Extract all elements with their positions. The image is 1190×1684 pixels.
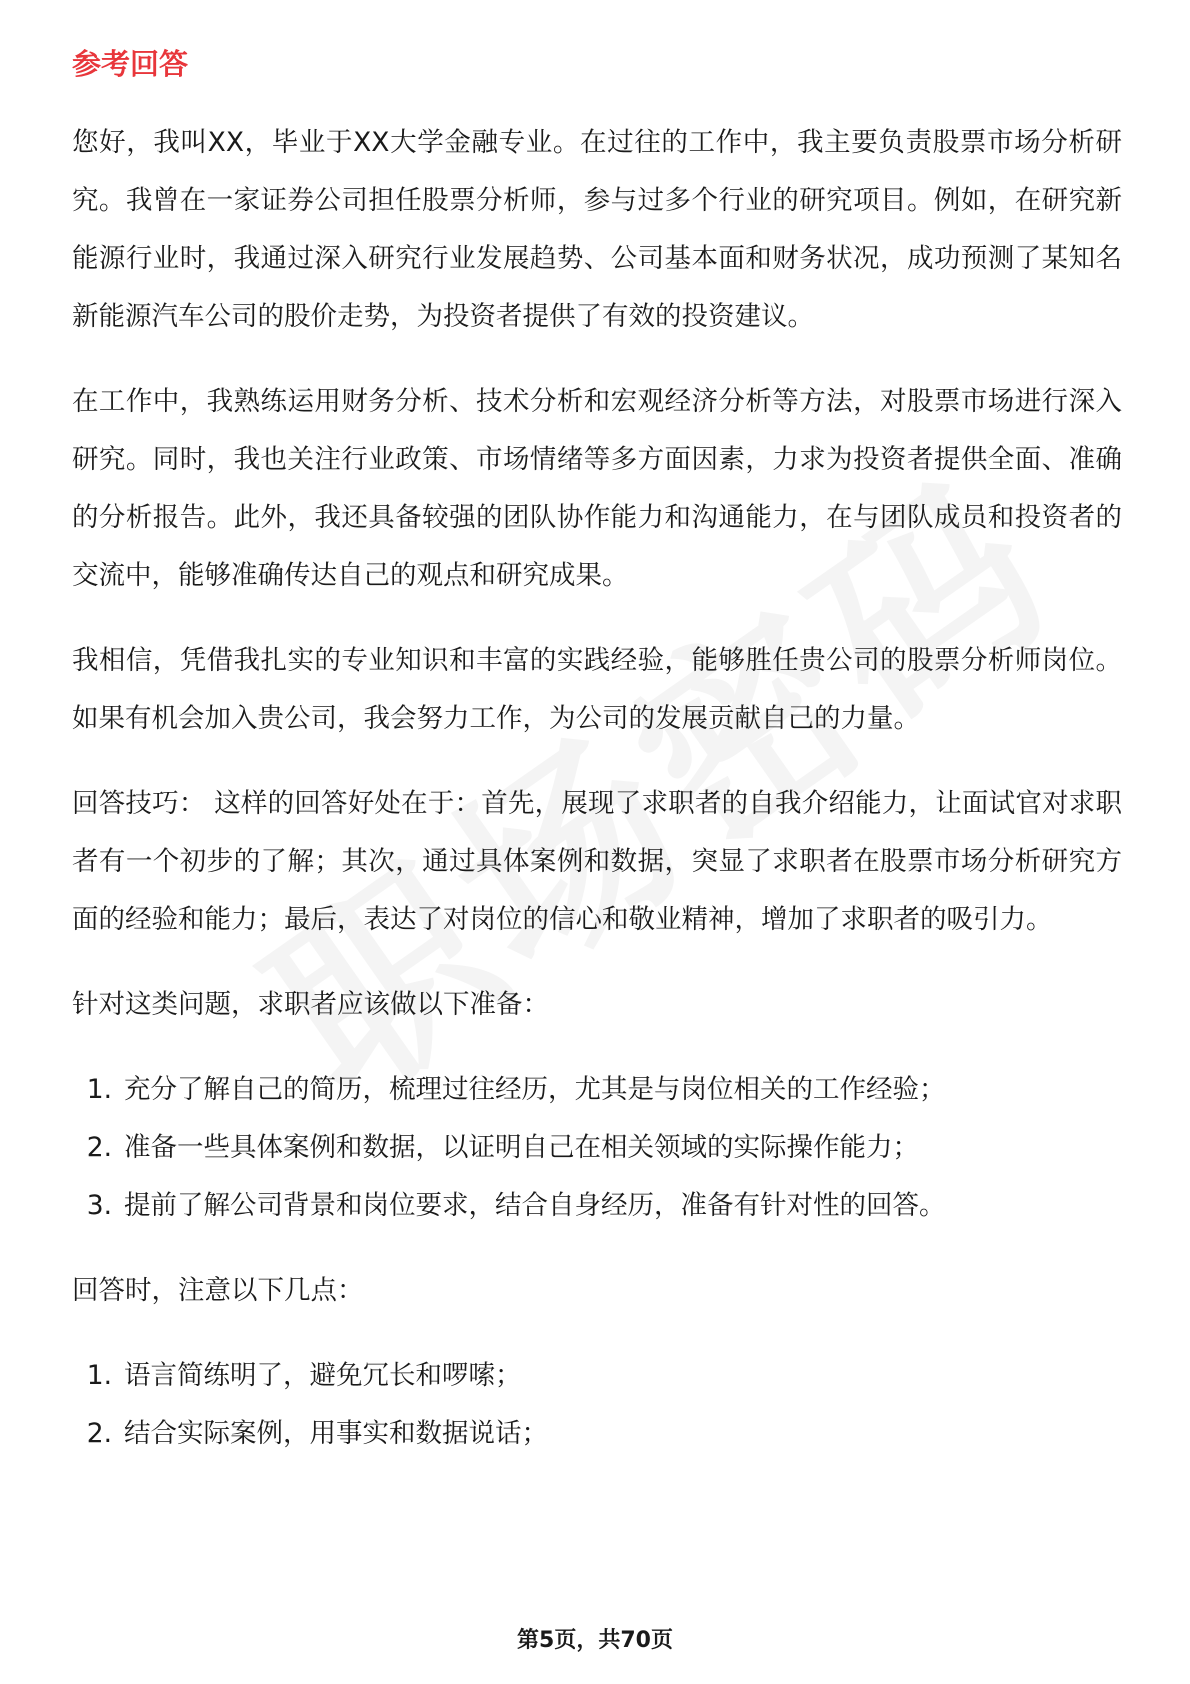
page-number-footer: 第5页，共70页 <box>517 1628 673 1653</box>
document-page <box>72 44 1122 1490</box>
answer-paragraph-1: 您好，我叫XX，毕业于XX大学金融专业。在过往的工作中，我主要负责股票市场分析研究。我曾在一家证券公司担任股票分析师，参与过多个行业的研究项目。例如，在研究新能源行业时，我通过深入研究行业发展趋势、公司基本面和财务状况，成功预测了某知名新能源汽车公司的股价走势，为投资者提供了有效的投资建议。 <box>72 127 1122 332</box>
section-heading: 参考回答 <box>72 47 189 81</box>
answer-paragraph-3: 我相信，凭借我扎实的专业知识和丰富的实践经验，能够胜任贵公司的股票分析师岗位。如果有机会加入贵公司，我会努力工作，为公司的发展贡献自己的力量。 <box>72 645 1122 734</box>
preparation-intro: 针对这类问题，求职者应该做以下准备： <box>72 989 549 1020</box>
list-text: 提前了解公司背景和岗位要求，结合自身经历，准备有针对性的回答。 <box>124 1190 946 1221</box>
list-item <box>72 1347 1122 1405</box>
list-item <box>72 1405 1122 1463</box>
list-text: 结合实际案例，用事实和数据说话； <box>124 1418 548 1449</box>
tips-paragraph: 回答技巧： 这样的回答好处在于：首先，展现了求职者的自我介绍能力，让面试官对求职者有一个初步的了解；其次，通过具体案例和数据，突显了求职者在股票市场分析研究方面的经验和能力；最后，表达了对岗位的信心和敬业精神，增加了求职者的吸引力。 <box>72 788 1122 935</box>
list-number: 2. <box>86 1418 112 1449</box>
notes-intro: 回答时，注意以下几点： <box>72 1275 364 1306</box>
list-number: 1. <box>86 1074 112 1105</box>
list-text: 语言简练明了，避免冗长和啰嗦； <box>124 1360 522 1391</box>
list-item <box>72 1119 1122 1177</box>
list-item <box>72 1061 1122 1119</box>
list-number: 3. <box>86 1190 112 1221</box>
list-text: 准备一些具体案例和数据，以证明自己在相关领域的实际操作能力； <box>124 1132 919 1163</box>
list-number: 2. <box>86 1132 112 1163</box>
preparation-list <box>72 1061 1122 1235</box>
list-item <box>72 1177 1122 1235</box>
list-text: 充分了解自己的简历，梳理过往经历，尤其是与岗位相关的工作经验； <box>124 1074 946 1105</box>
list-number: 1. <box>86 1360 112 1391</box>
answer-paragraph-2: 在工作中，我熟练运用财务分析、技术分析和宏观经济分析等方法，对股票市场进行深入研究。同时，我也关注行业政策、市场情绪等多方面因素，力求为投资者提供全面、准确的分析报告。此外，我还具备较强的团队协作能力和沟通能力，在与团队成员和投资者的交流中，能够准确传达自己的观点和研究成果。 <box>72 386 1122 591</box>
notes-list <box>72 1347 1122 1463</box>
